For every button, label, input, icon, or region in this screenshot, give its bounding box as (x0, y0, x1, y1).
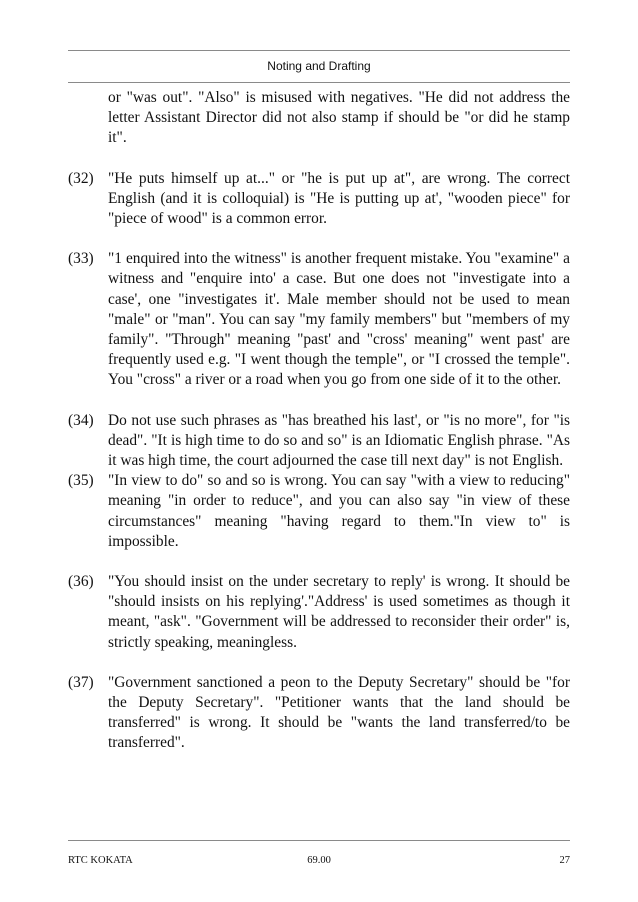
item-text: Do not use such phrases as "has breathed his last', or "is no more", for "is dead". "It is high time to do so and so" is an Idiomatic English phrase. "As it was high time, the court adjourned the case till next day" is not English. (108, 411, 570, 470)
item-number: (35) (68, 472, 94, 490)
header-top-rule (68, 50, 570, 51)
header-bottom-rule (68, 82, 570, 83)
item-text: "Government sanctioned a peon to the Deputy Secretary" should be "for the Deputy Secretary". "Petitioner wants that the land should be transferred" is wrong. It should be "wants the land transferred/to be transferred". (108, 673, 570, 752)
list-item-32 (68, 169, 570, 230)
page-number: 27 (559, 855, 570, 866)
list-item-33 (68, 249, 570, 390)
running-header: Noting and Drafting (267, 59, 371, 73)
item-number: (36) (68, 573, 94, 591)
footer-rule (68, 840, 570, 841)
item-text: "He puts himself up at..." or "he is put up at", are wrong. The correct English (and it is colloquial) is "He is putting up at', "wooden piece" for "piece of wood" is a common error. (108, 169, 570, 228)
continuation-paragraph: or "was out". "Also" is misused with negatives. "He did not address the letter Assistant Director did not also stamp if should be "or did he stamp it". (108, 89, 570, 147)
item-text: "1 enquired into the witness" is another frequent mistake. You "examine" a witness and "enquire into' a case. But one does not "investigate into a case', one "investigates it'. Male member should not be used to mean "male" or "man". You can say "my family members" but "members of my family". "Through" meaning "past' and "cross' meaning" went past' are frequently used e.g. "I went though the temple", or "I crossed the temple". You "cross" a river or a road when you go from one side of it to the other. (108, 250, 570, 389)
list-item-35 (68, 471, 570, 552)
item-number: (37) (68, 673, 94, 691)
page-body (68, 88, 570, 754)
item-text: "In view to do" so and so is wrong. You can say "with a view to reducing" meaning "in order to reduce", and you can also say "in view of these circumstances" meaning "having regard to them."In view to" is impossible. (108, 472, 570, 550)
page-footer (68, 855, 570, 869)
list-item-37 (68, 673, 570, 754)
footer-code: 69.00 (307, 855, 331, 866)
item-number: (32) (68, 169, 94, 187)
item-text: "You should insist on the under secretary to reply' is wrong. It should be "should insists on his replying'."Address' is used sometimes as though it meant, "ask". "Government will be addressed to reconsider their order" is, strictly speaking, meaningless. (108, 573, 570, 651)
list-item-34 (68, 411, 570, 472)
item-number: (33) (68, 250, 94, 268)
footer-organization: RTC KOKATA (68, 855, 133, 866)
list-item-36 (68, 572, 570, 653)
item-number: (34) (68, 411, 94, 429)
